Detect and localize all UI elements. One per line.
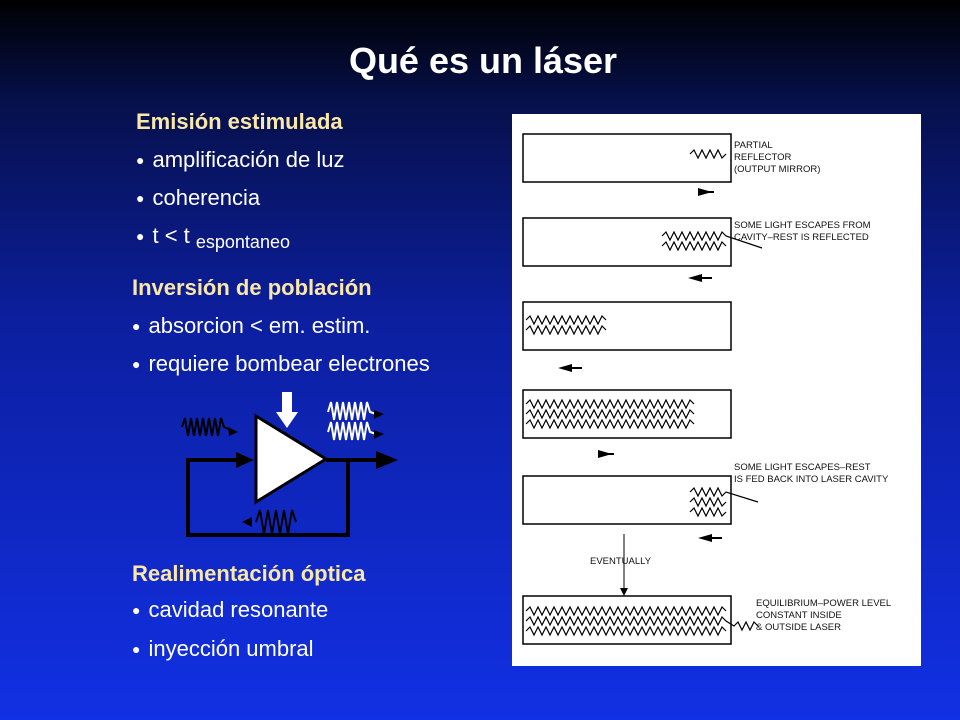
label-constant-inside: CONSTANT INSIDE xyxy=(756,610,842,621)
label-partial: PARTIAL xyxy=(734,140,773,151)
label-rest-reflected: CAVITY–REST IS REFLECTED xyxy=(734,232,869,243)
feedback-arrowhead xyxy=(242,517,252,527)
bullet-dot-icon: ● xyxy=(132,602,141,618)
arrow-left-5 xyxy=(698,534,712,542)
bullet-tau xyxy=(136,223,290,253)
bullet-cavidad xyxy=(132,597,328,623)
amplifier-triangle xyxy=(256,416,326,502)
output-arrowhead-2 xyxy=(374,430,384,439)
pump-arrowhead xyxy=(276,412,298,428)
bullet-dot-icon: ● xyxy=(136,190,145,206)
bullet-text: inyección umbral xyxy=(148,636,314,661)
tau-main: t < t xyxy=(152,223,190,248)
label-fed-back: IS FED BACK INTO LASER CAVITY xyxy=(734,474,889,485)
arrow-left-3 xyxy=(558,364,572,372)
arrow-left-2 xyxy=(688,274,702,282)
pump-arrow-shaft xyxy=(282,392,292,412)
bullet-dot-icon: ● xyxy=(132,356,141,372)
cavity-4 xyxy=(523,390,731,438)
output-arrowhead-1 xyxy=(374,410,384,419)
label-output-mirror: (OUTPUT MIRROR) xyxy=(734,164,821,175)
cavity-1 xyxy=(523,134,731,182)
bullet-text: requiere bombear electrones xyxy=(148,351,430,376)
bullet-bombear xyxy=(132,351,430,377)
label-equilibrium: EQUILIBRIUM–POWER LEVEL xyxy=(756,598,892,609)
output-main-arrowhead xyxy=(376,451,398,469)
bullet-text: cavidad resonante xyxy=(148,597,329,622)
label-eventually: EVENTUALLY xyxy=(590,556,652,567)
bullet-dot-icon: ● xyxy=(132,318,141,334)
bullet-absorcion xyxy=(132,313,370,339)
bullet-amplificacion xyxy=(136,147,344,173)
bullet-text: coherencia xyxy=(152,185,261,210)
cavity-5 xyxy=(523,476,731,524)
bullet-dot-icon: ● xyxy=(136,228,145,244)
laser-cavity-diagram xyxy=(512,114,921,666)
bullet-umbral xyxy=(132,636,314,662)
label-reflector: REFLECTOR xyxy=(734,152,792,163)
label-outside-laser: & OUTSIDE LASER xyxy=(756,622,841,633)
cavity-2 xyxy=(523,218,731,266)
label-escapes-rest: SOME LIGHT ESCAPES–REST xyxy=(734,462,871,473)
tau-subscript: espontaneo xyxy=(195,232,290,252)
output-wave-1 xyxy=(328,402,376,420)
feedback-wave xyxy=(256,510,296,534)
heading-realimentacion: Realimentación óptica xyxy=(132,561,366,586)
page-title: Qué es un láser xyxy=(348,40,618,81)
bullet-dot-icon: ● xyxy=(132,641,141,657)
input-wave xyxy=(182,418,231,436)
heading-emision-estimulada: Emisión estimulada xyxy=(136,109,343,134)
bullet-dot-icon: ● xyxy=(136,152,145,168)
output-wave-2 xyxy=(328,422,376,440)
loop-input-arrowhead xyxy=(236,452,254,468)
eventually-arrowhead xyxy=(620,588,628,596)
heading-inversion-poblacion: Inversión de población xyxy=(132,275,372,300)
bullet-text: amplificación de luz xyxy=(152,147,345,172)
bullet-coherencia xyxy=(136,185,260,211)
bullet-text: absorcion < em. estim. xyxy=(148,313,371,338)
input-arrowhead xyxy=(228,427,238,436)
label-escapes-from: SOME LIGHT ESCAPES FROM xyxy=(734,220,871,231)
amplifier-feedback-diagram xyxy=(176,392,400,542)
